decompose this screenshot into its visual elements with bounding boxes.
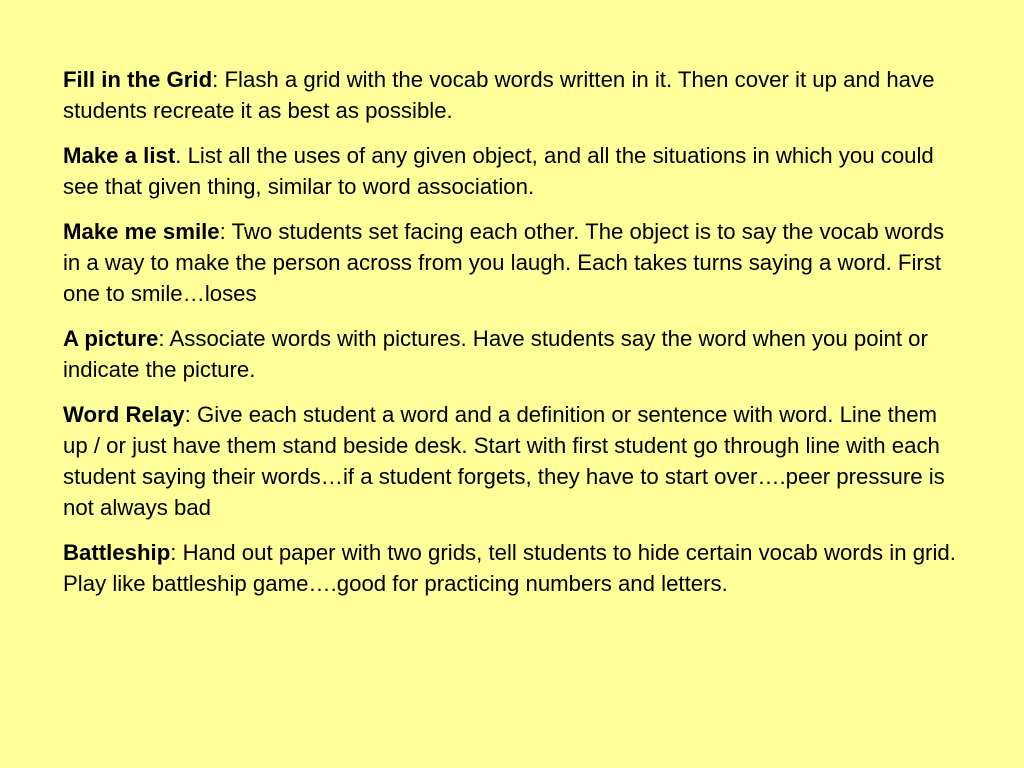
term-separator: : xyxy=(219,219,226,244)
activity-make-a-list xyxy=(63,140,964,202)
activity-term: Battleship xyxy=(63,540,171,565)
activity-term: Make a list xyxy=(63,143,176,168)
activity-description: Two students set facing each other. The object is to say the vocab words in a way to make the person across from you laugh. Each takes turns saying a word. First one to smile…loses xyxy=(63,219,945,306)
activity-a-picture xyxy=(63,323,964,385)
activity-term: Make me smile xyxy=(63,219,220,244)
activity-term: Fill in the Grid xyxy=(63,67,213,92)
activity-word-relay xyxy=(63,399,964,523)
activity-description: List all the uses of any given object, and all the situations in which you could see that given thing, similar to word association. xyxy=(63,143,934,199)
term-separator: : xyxy=(158,326,165,351)
activity-term: Word Relay xyxy=(63,402,185,427)
term-separator: . xyxy=(175,143,182,168)
activity-description: Hand out paper with two grids, tell students to hide certain vocab words in grid. Play like battleship game….good for practicing numbers and letters. xyxy=(63,540,956,596)
activity-term: A picture xyxy=(63,326,159,351)
term-separator: : xyxy=(184,402,191,427)
activity-description: Associate words with pictures. Have students say the word when you point or indicate the picture. xyxy=(63,326,928,382)
activity-battleship xyxy=(63,537,964,599)
activity-make-me-smile xyxy=(63,216,964,309)
activity-description: Give each student a word and a definition or sentence with word. Line them up / or just have them stand beside desk. Start with first student go through line with each student saying their words…if a student forgets, they have to start over….peer pressure is not always bad xyxy=(63,402,945,520)
term-separator: : xyxy=(170,540,177,565)
activity-description: Flash a grid with the vocab words written in it. Then cover it up and have students recreate it as best as possible. xyxy=(63,67,935,123)
activity-fill-in-the-grid xyxy=(63,64,964,126)
term-separator: : xyxy=(212,67,219,92)
